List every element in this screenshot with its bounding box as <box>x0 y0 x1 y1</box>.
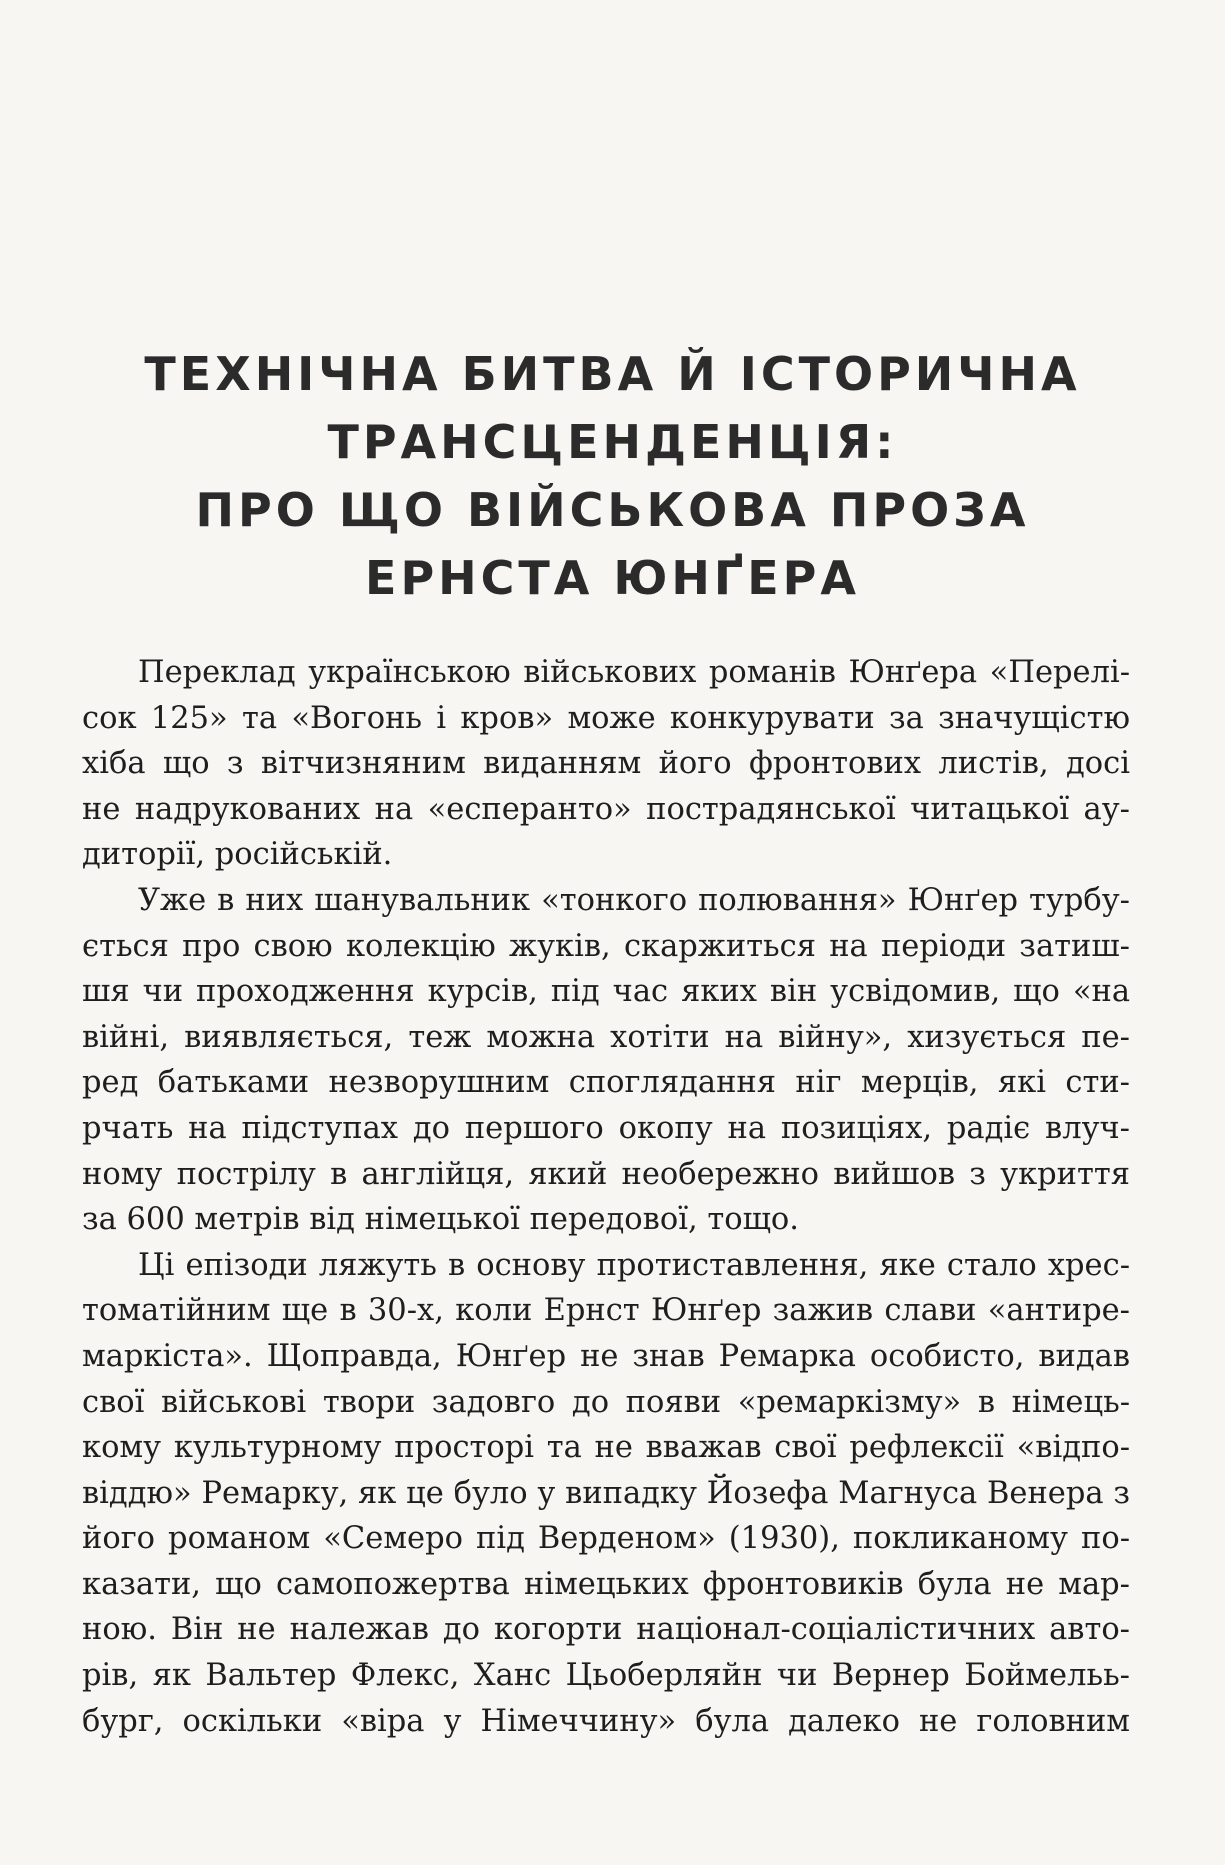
text-line: рів, як Вальтер Флекс, Ханс Цьоберляйн чи Вернер Боймельь- <box>82 1658 1130 1694</box>
text-line: томатійним ще в 30-х, коли Ернст Юнґер зажив слави «антире- <box>82 1293 1130 1329</box>
text-line: свої військові твори задовго до появи «ремаркізму» в німець- <box>82 1384 1130 1420</box>
chapter-title-line-4: ЕРНСТА ЮНҐЕРА <box>365 551 860 605</box>
text-line: ється про свою колекцію жуків, скаржиться на періоди затиш- <box>82 928 1130 964</box>
chapter-title-line-3: ПРО ЩО ВІЙСЬКОВА ПРОЗА <box>195 483 1030 537</box>
text-line: віддю» Ремарку, як це було у випадку Йозефа Магнуса Венера з <box>82 1475 1130 1511</box>
text-line: за 600 метрів від німецької передової, тощо. <box>82 1202 799 1238</box>
text-line: Ці епізоди ляжуть в основу протиставлення, яке стало хрес- <box>138 1247 1130 1283</box>
text-line: Уже в них шанувальник «тонкого полювання» Юнґер турбу- <box>138 882 1130 918</box>
text-line: ному пострілу в англійця, який необережно вийшов з укриття <box>82 1156 1130 1192</box>
chapter-title <box>100 340 1125 612</box>
paragraph-1 <box>82 650 1130 878</box>
text-line: казати, що самопожертва німецьких фронтовиків була не мар- <box>82 1566 1130 1602</box>
paragraph-2 <box>82 878 1130 1243</box>
text-line: війні, виявляється, теж можна хотіти на війну», хизується пе- <box>82 1019 1130 1055</box>
text-line: Переклад українською військових романів Юнґера «Перелі- <box>138 655 1130 690</box>
text-line: бург, оскільки «віра у Німеччину» була далеко не головним <box>82 1703 1130 1739</box>
chapter-title-line-2: ТРАНСЦЕНДЕНЦІЯ: <box>327 415 898 469</box>
text-line: диторії, російській. <box>82 837 393 873</box>
text-line: не надрукованих на «есперанто» пострадянської читацької ау- <box>82 791 1130 827</box>
text-line: рчать на підступах до першого окопу на позиціях, радіє влуч- <box>82 1110 1130 1146</box>
text-line: ред батьками незворушним споглядання ніг мерців, які сти- <box>82 1065 1130 1101</box>
text-line: хіба що з вітчизняним виданням його фронтових листів, досі <box>82 746 1130 782</box>
text-line: сок 125» та «Вогонь і кров» може конкурувати за значущістю <box>82 700 1130 736</box>
text-line: його романом «Семеро під Верденом» (1930), покликаному по- <box>82 1521 1130 1557</box>
chapter-body <box>82 650 1130 1744</box>
text-line: маркіста». Щоправда, Юнґер не знав Ремарка особисто, видав <box>82 1338 1130 1374</box>
text-line: шя чи проходження курсів, під час яких він усвідомив, що «на <box>82 974 1130 1010</box>
chapter-title-line-1: ТЕХНІЧНА БИТВА Й ІСТОРИЧНА <box>144 347 1081 401</box>
paragraph-3 <box>82 1243 1130 1745</box>
text-line: кому культурному просторі та не вважав свої рефлексії «відпо- <box>82 1430 1130 1466</box>
text-line: ною. Він не належав до когорти націонал-соціалістичних авто- <box>82 1612 1130 1648</box>
